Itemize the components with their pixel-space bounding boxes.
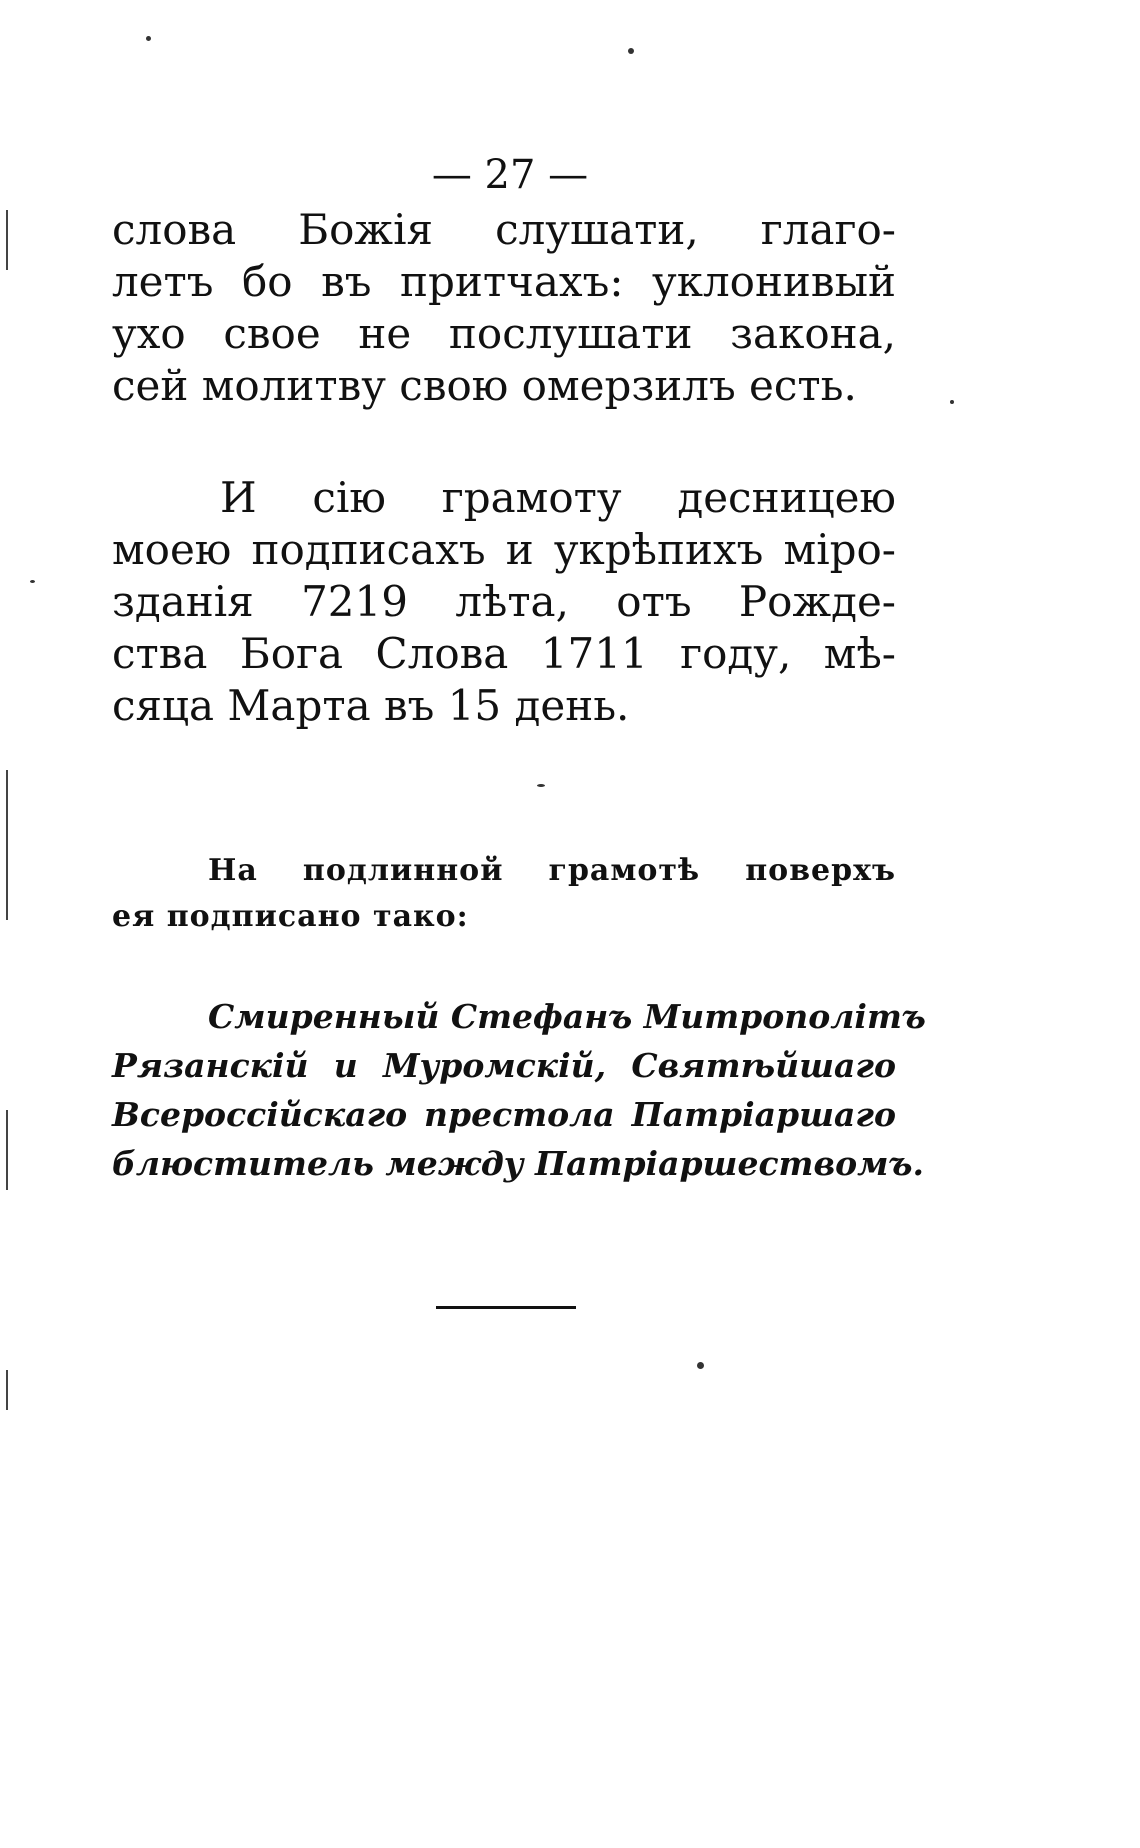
scan-speck: [628, 48, 634, 54]
scan-edge-mark: [6, 1110, 8, 1190]
text-line: слова Божія слушати, глаго-: [112, 205, 896, 254]
scan-speck: [950, 400, 954, 404]
text-line: И сію грамоту десницею: [220, 473, 896, 522]
scan-speck: [146, 36, 151, 41]
text-line: На подлинной грамотѣ поверхъ: [208, 853, 896, 888]
page-number: — 27 —: [431, 152, 589, 198]
text-line: Всероссійскаго престола Патріаршаго: [112, 1095, 896, 1134]
paragraph-1: [112, 204, 896, 412]
text-line: зданія 7219 лѣта, отъ Рожде-: [112, 577, 896, 626]
text-line: моею подписахъ и укрѣпихъ міро-: [112, 525, 896, 574]
text-line: ухо свое не послушати закона,: [112, 309, 896, 358]
text-line: сяца Марта въ 15 день.: [112, 681, 630, 730]
original-note: [112, 848, 896, 940]
scan-speck: [30, 580, 35, 583]
text-line: Рязанскій и Муромскій, Святѣйшаго: [112, 1046, 896, 1085]
scan-speck: [537, 784, 545, 787]
text-line: ея подписано тако:: [112, 899, 469, 934]
paragraph-2: [112, 472, 896, 732]
text-line: блюститель между Патріаршествомъ.: [112, 1144, 924, 1183]
scan-edge-mark: [6, 1370, 8, 1410]
text-line: ства Бога Слова 1711 году, мѣ-: [112, 629, 896, 678]
text-line: сей молитву свою омерзилъ есть.: [112, 361, 857, 410]
signature-block: [112, 992, 926, 1188]
scan-edge-mark: [6, 770, 8, 920]
text-line: летъ бо въ притчахъ: уклонивый: [112, 257, 896, 306]
scan-speck: [697, 1362, 704, 1369]
scan-edge-mark: [6, 210, 8, 270]
text-line: Смиренный Стефанъ Митрополітъ: [208, 997, 926, 1036]
end-rule: [436, 1306, 576, 1309]
